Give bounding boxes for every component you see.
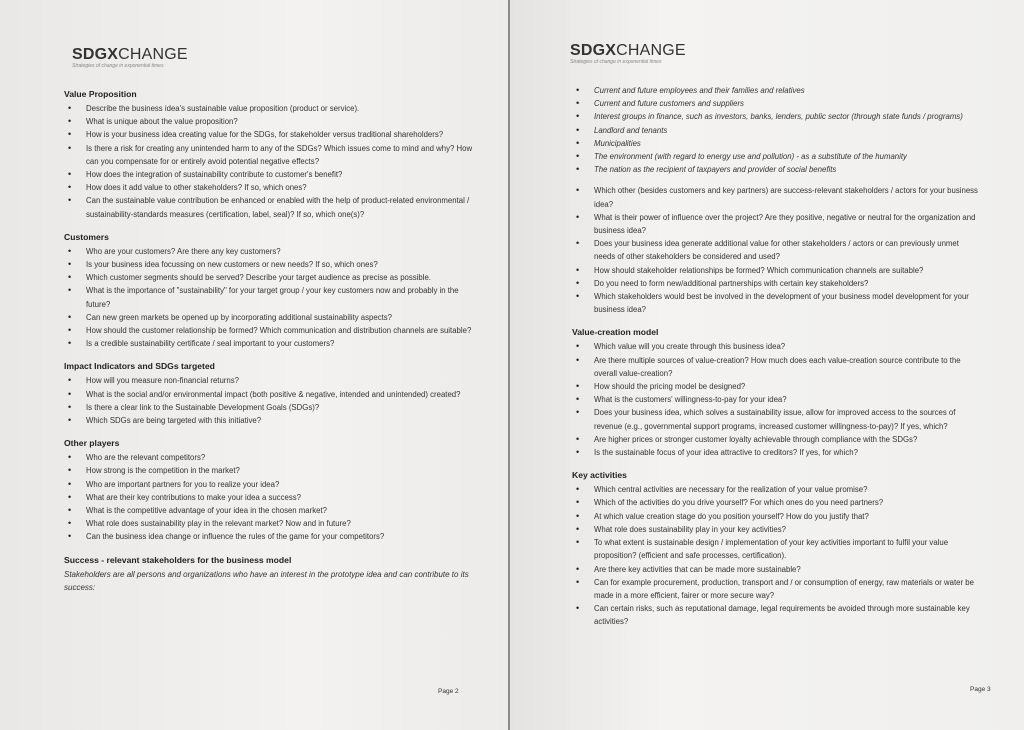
list-item: • Is there a clear link to the Sustainable Development Goals (SDGs)? (64, 401, 474, 414)
bullet-list (64, 374, 474, 427)
list-item: • To what extent is sustainable design / implementation of your key activities important to fulfil your value proposition? (efficient and safe processes, certification). (572, 536, 982, 562)
list-item: • Is your business idea focussing on new customers or new needs? If so, which ones? (64, 258, 474, 271)
section-heading: Success - relevant stakeholders for the business model (64, 554, 292, 565)
list-item: • What is unique about the value proposition? (64, 115, 474, 128)
list-item: • What is the social and/or environmental impact (both positive & negative, intended and unintended) created? (64, 388, 474, 401)
list-item: • At which value creation stage do you position yourself? How do you justify that? (572, 510, 982, 523)
list-item: • Is a credible sustainability certificate / seal important to your customers? (64, 337, 474, 350)
list-item: • What is the competitive advantage of your idea in the chosen market? (64, 504, 474, 517)
list-item: • How will you measure non-financial returns? (64, 374, 474, 387)
section (64, 88, 474, 221)
list-item: • Can the business idea change or influence the rules of the game for your competitors? (64, 530, 474, 543)
section (64, 554, 474, 594)
list-item: • How does the integration of sustainability contribute to customer's benefit? (64, 168, 474, 181)
logo-brand-light: CHANGE (118, 46, 188, 63)
list-item: • What are their key contributions to make your idea a success? (64, 491, 474, 504)
list-item: • Are there key activities that can be made more sustainable? (572, 563, 982, 576)
document-page-3 (510, 0, 1024, 730)
list-item: • How is your business idea creating value for the SDGs, for stakeholder versus traditional shareholders? (64, 128, 474, 141)
list-item: • Do you need to form new/additional partnerships with certain key stakeholders? (572, 277, 982, 290)
section (572, 326, 982, 459)
logo-tagline: Strategies of change in exponential times (72, 63, 164, 69)
list-item: • Can the sustainable value contribution be enhanced or enabled with the help of product-related environmental / sustainability-standards measures (certification, label, seal)? If so, which one(s)? (64, 194, 474, 220)
page-number: Page 3 (970, 686, 991, 693)
list-item: • Which of the activities do you drive yourself? For which ones do you need partners? (572, 496, 982, 509)
list-item: • Describe the business idea's sustainable value proposition (product or service). (64, 102, 474, 115)
list-item: • Which stakeholders would best be involved in the development of your business model development for your business idea? (572, 290, 982, 316)
list-item: • How should the pricing model be designed? (572, 380, 982, 393)
list-item: • Is the sustainable focus of your idea attractive to creditors? If yes, for which? (572, 446, 982, 459)
list-item: • How strong is the competition in the market? (64, 464, 474, 477)
bullet-list (64, 102, 474, 221)
list-item: • Are there multiple sources of value-creation? How much does each value-creation source contribute to the overall value-creation? (572, 354, 982, 380)
bullet-list (64, 245, 474, 351)
list-item: • Are higher prices or stronger customer loyalty achievable through compliance with the SDGs? (572, 433, 982, 446)
bullet-list (64, 451, 474, 543)
list-item: • Who are the relevant competitors? (64, 451, 474, 464)
bullet-list (572, 483, 982, 628)
list-item: • What is their power of influence over the project? Are they positive, negative or neutral for the organization and business idea? (572, 211, 982, 237)
list-item: • How should the customer relationship be formed? Which communication and distribution channels are suitable? (64, 324, 474, 337)
sdgxchange-logo (72, 46, 188, 69)
list-item: • The nation as the recipient of taxpayers and provider of social benefits (572, 163, 982, 176)
list-item: • What role does sustainability play in your key activities? (572, 523, 982, 536)
section (572, 469, 982, 628)
stakeholder-list (572, 84, 982, 176)
logo-brand-bold: SDGX (570, 42, 617, 59)
list-item: • What is the importance of "sustainability" for your target group / your key customers now and probably in the future? (64, 284, 474, 310)
document-page-2 (0, 0, 508, 730)
list-item: • Current and future employees and their families and relatives (572, 84, 982, 97)
section-heading: Other players (64, 438, 120, 449)
logo-tagline: Strategies of change in exponential times (570, 59, 662, 65)
page-3-content (572, 84, 982, 639)
list-item: • Landlord and tenants (572, 124, 982, 137)
list-item: • Which SDGs are being targeted with this initiative? (64, 414, 474, 427)
list-item: • Is there a risk for creating any unintended harm to any of the SDGs? Which issues come to mind and why? How can you compensate for or entirely avoid potential negative effects? (64, 142, 474, 168)
list-item: • Who are important partners for you to realize your idea? (64, 478, 474, 491)
list-item: • Which other (besides customers and key partners) are success-relevant stakeholders / actors for your business idea? (572, 184, 982, 210)
list-item: • Which central activities are necessary for the realization of your value promise? (572, 483, 982, 496)
list-item: • Does your business idea generate additional value for other stakeholders / actors or can previously unmet needs of other stakeholders be considered and used? (572, 237, 982, 263)
section (64, 360, 474, 427)
list-item: • Which customer segments should be served? Describe your target audience as precise as possible. (64, 271, 474, 284)
list-item: • Municipalities (572, 137, 982, 150)
stakeholder-question-list (572, 184, 982, 316)
list-item: • How does it add value to other stakeholders? If so, which ones? (64, 181, 474, 194)
page-number: Page 2 (438, 688, 459, 695)
section-heading: Value Proposition (64, 89, 137, 99)
list-item: • Can for example procurement, production, transport and / or consumption of energy, raw materials or water be made in a more efficient, fairer or more secure way? (572, 576, 982, 602)
list-item: • What role does sustainability play in the relevant market? Now and in future? (64, 517, 474, 530)
page-2-content (64, 88, 474, 604)
list-item: • Current and future customers and suppliers (572, 97, 982, 110)
section (64, 231, 474, 351)
section-heading: Value-creation model (572, 327, 659, 338)
list-item: • Who are your customers? Are there any key customers? (64, 245, 474, 258)
section-subtitle: Stakeholders are all persons and organizations who have an interest in the prototype idea and can contribute to its success: (64, 569, 469, 592)
list-item: • The environment (with regard to energy use and pollution) - as a substitute of the humanity (572, 150, 982, 163)
logo-brand-bold: SDGX (72, 46, 119, 63)
list-item: • Does your business idea, which solves a sustainability issue, allow for improved access to the sources of revenue (e.g., governmental support programs, increased customer willingness-to-pay)? If yes, which? (572, 406, 982, 432)
section (64, 437, 474, 543)
section-heading: Customers (64, 231, 109, 242)
list-item: • What is the customers' willingness-to-pay for your idea? (572, 393, 982, 406)
list-item: • Which value will you create through this business idea? (572, 340, 982, 353)
sdgxchange-logo (570, 42, 686, 65)
section-heading: Key activities (572, 470, 627, 481)
list-item: • Can certain risks, such as reputational damage, legal requirements be avoided through more sustainable key activities? (572, 602, 982, 628)
list-item: • How should stakeholder relationships be formed? Which communication channels are suitable? (572, 264, 982, 277)
list-item: • Can new green markets be opened up by incorporating additional sustainability aspects? (64, 311, 474, 324)
list-item: • Interest groups in finance, such as investors, banks, lenders, public sector (through state funds / programs) (572, 110, 982, 123)
bullet-list (572, 340, 982, 459)
logo-brand-light: CHANGE (616, 42, 686, 59)
section-heading: Impact Indicators and SDGs targeted (64, 361, 215, 372)
